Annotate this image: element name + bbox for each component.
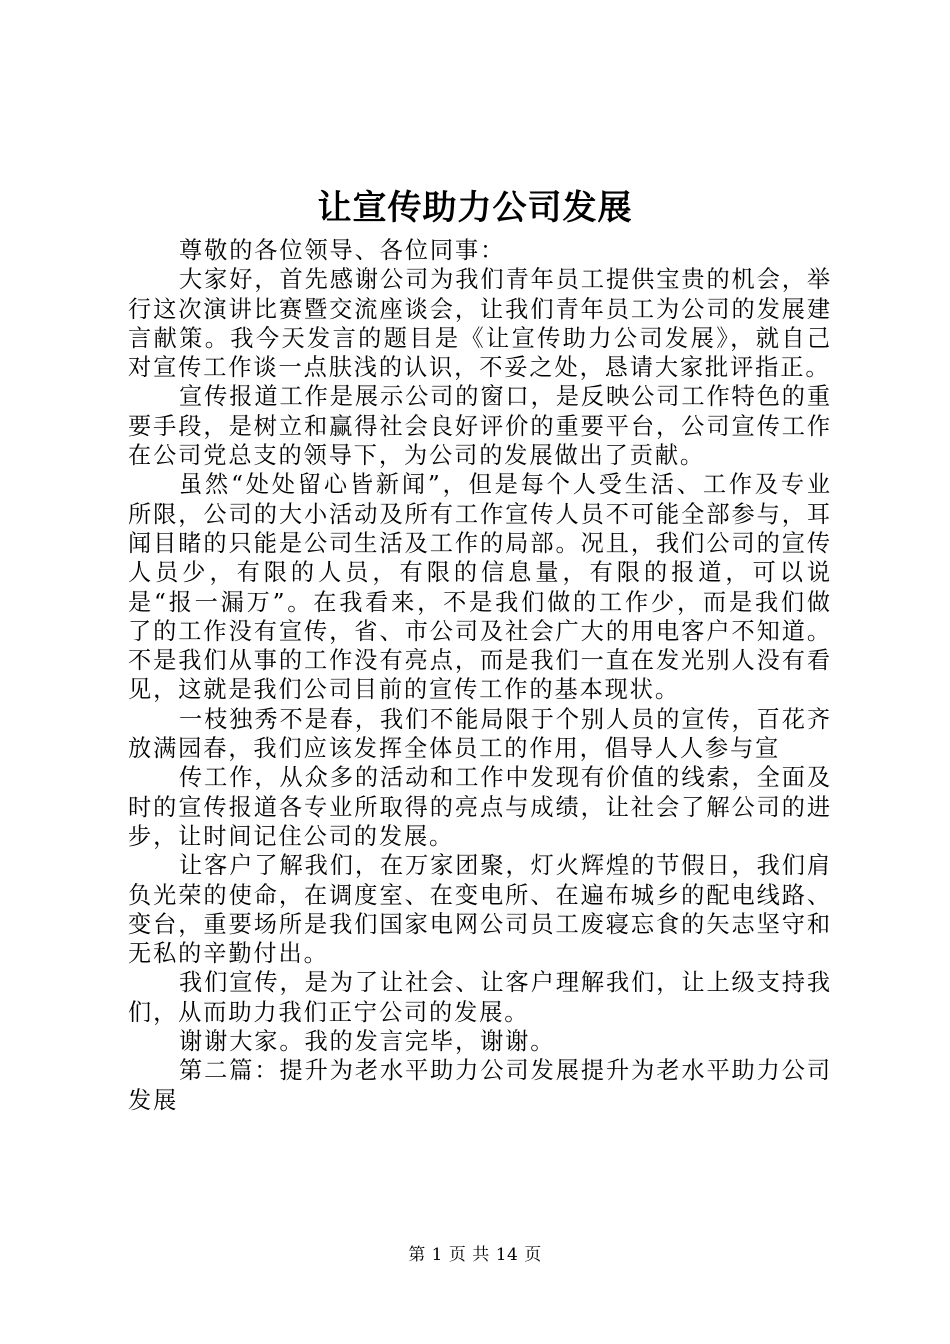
body-paragraph: 大家好，首先感谢公司为我们青年员工提供宝贵的机会，举行这次演讲比赛暨交流座谈会，让我们青年员工为公司的发展建言献策。我今天发言的题目是《让宣传助力公司发展》，就自己对宣传工作谈一点肤浅的认识，不妥之处，恳请大家批评指正。: [128, 266, 832, 382]
document-title: 让宣传助力公司发展: [317, 188, 633, 228]
body-paragraph: 虽然“处处留心皆新闻”，但是每个人受生活、工作及专业所限，公司的大小活动及所有工作宣传人员不可能全部参与，耳闻目睹的只能是公司生活及工作的局部。况且，我们公司的宣传人员少，有限的人员，有限的信息量，有限的报道，可以说是“报一漏万”。在我看来，不是我们做的工作少，而是我们做了的工作没有宣传，省、市公司及社会广大的用电客户不知道。不是我们从事的工作没有亮点，而是我们一直在发光别人没有看见，这就是我们公司目前的宣传工作的基本现状。: [128, 471, 832, 704]
body-paragraph: 我们宣传，是为了让社会、让客户理解我们，让上级支持我们，从而助力我们正宁公司的发展。: [128, 969, 832, 1026]
next-section-heading: 第二篇：提升为老水平助力公司发展提升为老水平助力公司发展: [128, 1057, 832, 1114]
closing-paragraph: 谢谢大家。我的发言完毕，谢谢。: [179, 1028, 556, 1056]
body-paragraph: 让客户了解我们，在万家团聚，灯火辉煌的节假日，我们肩负光荣的使命，在调度室、在变电所、在遍布城乡的配电线路、变台，重要场所是我们国家电网公司员工废寝忘食的矢志坚守和无私的辛勤付出。: [128, 852, 832, 968]
body-paragraph: 宣传报道工作是展示公司的窗口，是反映公司工作特色的重要手段，是树立和赢得社会良好评价的重要平台，公司宣传工作在公司党总支的领导下，为公司的发展做出了贡献。: [128, 383, 832, 470]
salutation-paragraph: 尊敬的各位领导、各位同事：: [179, 237, 506, 264]
page-number-footer: 第 1 页 共 14 页: [408, 1245, 542, 1265]
body-paragraph: 传工作，从众多的活动和工作中发现有价值的线索，全面及时的宣传报道各专业所取得的亮点与成绩，让社会了解公司的进步，让时间记住公司的发展。: [128, 764, 832, 850]
document-body: [128, 236, 832, 1115]
body-paragraph: 一枝独秀不是春，我们不能局限于个别人员的宣传，百花齐放满园春，我们应该发挥全体员工的作用，倡导人人参与宣: [128, 705, 832, 763]
